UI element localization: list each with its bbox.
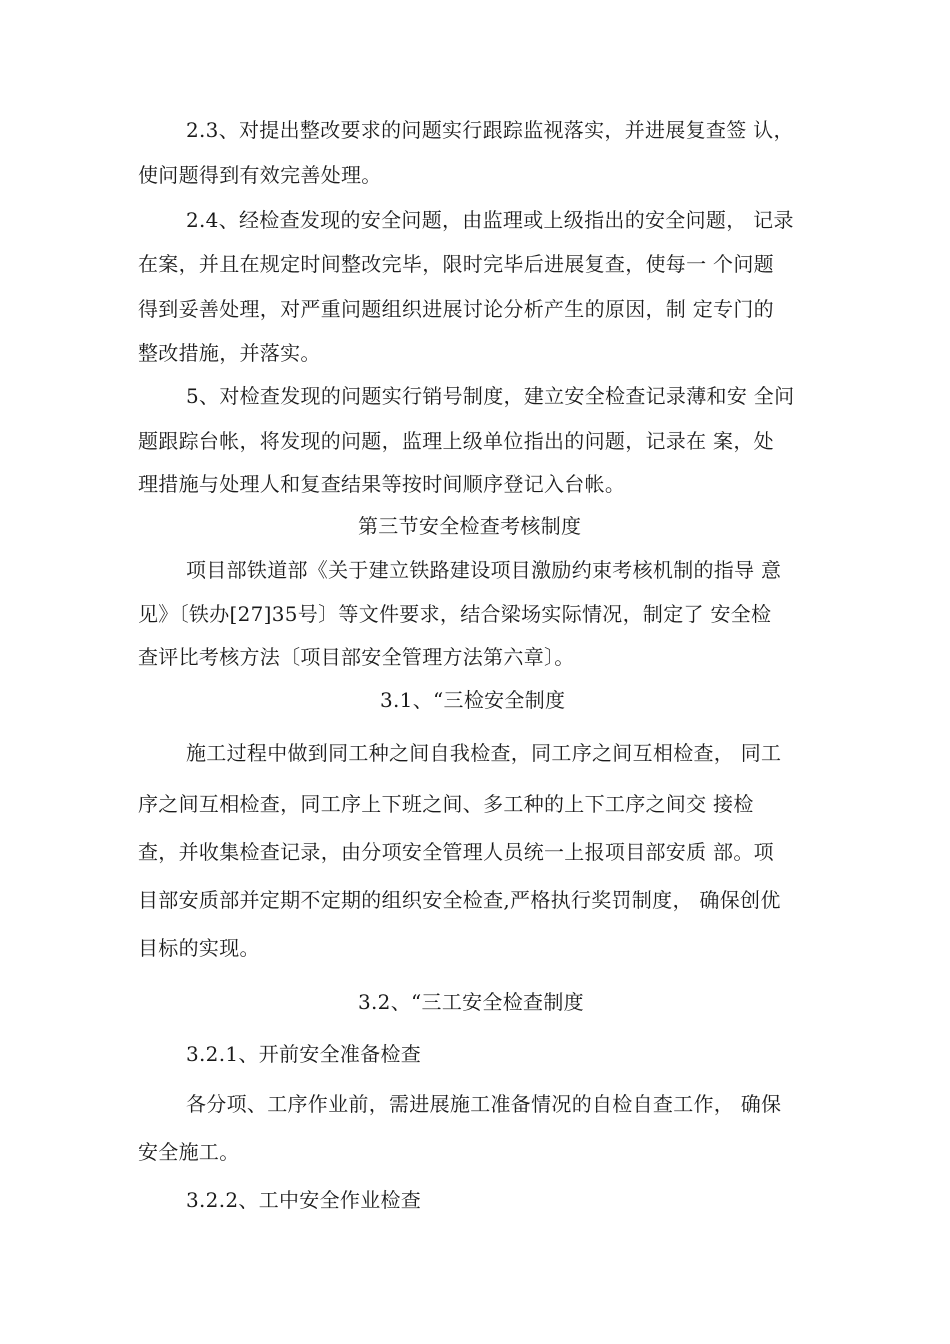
text-line: 3.2.1、开前安全准备检查 [186,1042,422,1066]
text-line: 得到妥善处理，对严重问题组织进展讨论分析产生的原因，制 定专门的 [138,297,774,321]
text-line: 目标的实现。 [138,936,260,960]
text-line: 安全施工。 [138,1140,240,1164]
text-line: 理措施与处理人和复查结果等按时间顺序登记入台帐。 [138,472,626,496]
text-line: 项目部铁道部《关于建立铁路建设项目激励约束考核机制的指导 意 [186,558,782,582]
subsection-heading: 3.2、“三工安全检查制度 [358,990,584,1014]
text-line: 各分项、工序作业前，需进展施工准备情况的自检自查工作， 确保 [186,1092,782,1116]
text-line: 使问题得到有效完善处理。 [138,163,382,187]
text-line: 目部安质部并定期不定期的组织安全检查,严格执行奖罚制度， 确保创优 [138,888,781,912]
text-line: 施工过程中做到同工种之间自我检查，同工序之间互相检查， 同工 [186,741,782,765]
text-line: 5、对检查发现的问题实行销号制度，建立安全检查记录薄和安 全问 [186,384,795,408]
text-line: 2.4、经检查发现的安全问题，由监理或上级指出的安全问题， 记录 [186,208,794,232]
text-line: 查评比考核方法〔项目部安全管理方法第六章〕。 [138,645,575,669]
text-line: 见》〔铁办[27]35号〕等文件要求，结合梁场实际情况，制定了 安全检 [138,602,772,626]
text-line: 2.3、对提出整改要求的问题实行跟踪监视落实，并进展复查签 认， [186,118,794,142]
text-line: 3.2.2、工中安全作业检查 [186,1188,422,1212]
text-line: 查，并收集检查记录，由分项安全管理人员统一上报项目部安质 部。项 [138,840,774,864]
text-line: 在案，并且在规定时间整改完毕，限时完毕后进展复查，使每一 个问题 [138,252,774,276]
text-line: 题跟踪台帐，将发现的问题，监理上级单位指出的问题，记录在 案，处 [138,429,774,453]
section-heading: 第三节安全检查考核制度 [358,514,582,538]
subsection-heading: 3.1、“三检安全制度 [380,688,566,712]
text-line: 序之间互相检查，同工序上下班之间、多工种的上下工序之间交 接检 [138,792,754,816]
text-line: 整改措施，并落实。 [138,341,321,365]
